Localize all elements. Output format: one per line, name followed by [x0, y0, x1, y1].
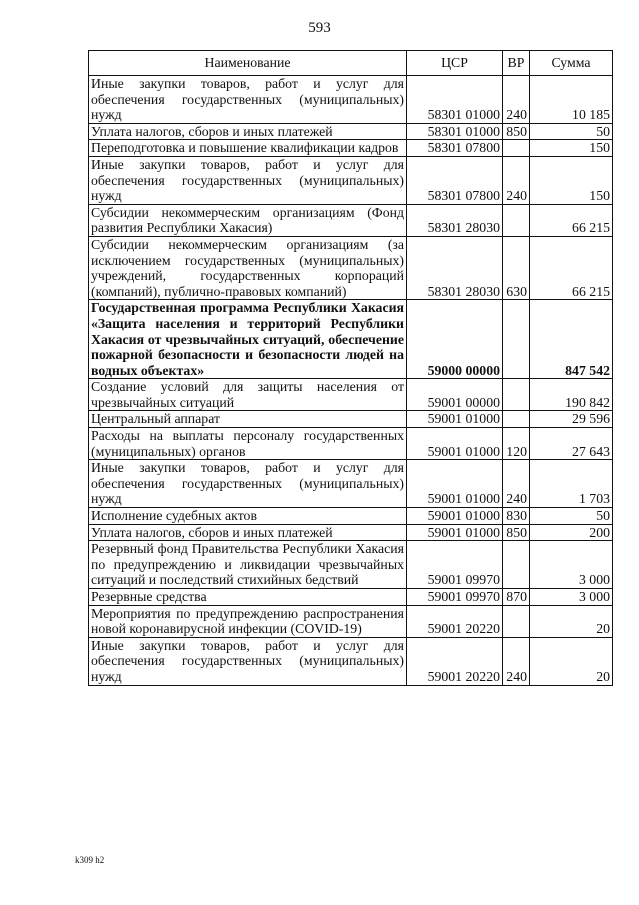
row-code: 59001 01000	[407, 508, 503, 525]
row-vr	[503, 140, 530, 157]
row-code: 59001 01000	[407, 460, 503, 508]
row-name: Иные закупки товаров, работ и услуг для обеспечения государственных (муниципальных) нужд	[89, 76, 407, 124]
table-row	[89, 140, 613, 157]
row-code: 58301 28030	[407, 204, 503, 236]
row-sum: 50	[530, 123, 613, 140]
row-sum: 20	[530, 605, 613, 637]
table-row	[89, 508, 613, 525]
row-name: Создание условий для защиты населения от чрезвычайных ситуаций	[89, 379, 407, 411]
row-vr	[503, 204, 530, 236]
row-sum: 66 215	[530, 204, 613, 236]
table-row	[89, 541, 613, 589]
row-vr	[503, 379, 530, 411]
row-code: 59001 01000	[407, 524, 503, 541]
table-row	[89, 204, 613, 236]
row-vr: 850	[503, 123, 530, 140]
row-sum: 29 596	[530, 411, 613, 428]
row-vr	[503, 300, 530, 379]
header-name: Наименование	[89, 51, 407, 76]
table-row	[89, 123, 613, 140]
table-row	[89, 605, 613, 637]
row-sum: 150	[530, 156, 613, 204]
budget-table	[88, 50, 613, 686]
row-vr: 120	[503, 428, 530, 460]
row-name: Исполнение судебных актов	[89, 508, 407, 525]
row-name: Субсидии некоммерческим организациям (за исключением государственных (муниципальных) учреждений, государственных корпораций (компаний), публично-правовых компаний)	[89, 236, 407, 299]
row-sum: 66 215	[530, 236, 613, 299]
row-vr: 870	[503, 589, 530, 606]
header-vr: ВР	[503, 51, 530, 76]
row-sum: 190 842	[530, 379, 613, 411]
header-code: ЦСР	[407, 51, 503, 76]
row-sum: 50	[530, 508, 613, 525]
row-name: Резервный фонд Правительства Республики Хакасия по предупреждению и ликвидации чрезвычайных ситуаций и последствий стихийных бедствий	[89, 541, 407, 589]
row-vr	[503, 411, 530, 428]
row-sum: 20	[530, 637, 613, 685]
row-code: 59001 01000	[407, 411, 503, 428]
row-name: Резервные средства	[89, 589, 407, 606]
page-number: 593	[308, 20, 331, 36]
row-sum: 27 643	[530, 428, 613, 460]
row-code: 59000 00000	[407, 300, 503, 379]
row-vr: 240	[503, 637, 530, 685]
table-row	[89, 236, 613, 299]
row-name: Субсидии некоммерческим организациям (Фонд развития Республики Хакасия)	[89, 204, 407, 236]
row-name: Переподготовка и повышение квалификации кадров	[89, 140, 407, 157]
table-row	[89, 156, 613, 204]
row-sum: 200	[530, 524, 613, 541]
row-name: Иные закупки товаров, работ и услуг для обеспечения государственных (муниципальных) нужд	[89, 460, 407, 508]
row-vr: 630	[503, 236, 530, 299]
table-row	[89, 379, 613, 411]
row-name: Центральный аппарат	[89, 411, 407, 428]
row-vr: 240	[503, 156, 530, 204]
table-row	[89, 637, 613, 685]
row-vr: 240	[503, 460, 530, 508]
row-sum: 1 703	[530, 460, 613, 508]
row-name: Иные закупки товаров, работ и услуг для обеспечения государственных (муниципальных) нужд	[89, 156, 407, 204]
row-code: 58301 07800	[407, 156, 503, 204]
table-row-program	[89, 300, 613, 379]
row-code: 58301 01000	[407, 76, 503, 124]
table-row	[89, 524, 613, 541]
row-vr	[503, 605, 530, 637]
table-row	[89, 76, 613, 124]
header-sum: Сумма	[530, 51, 613, 76]
table-row	[89, 460, 613, 508]
row-vr: 850	[503, 524, 530, 541]
row-name: Иные закупки товаров, работ и услуг для обеспечения государственных (муниципальных) нужд	[89, 637, 407, 685]
row-sum: 847 542	[530, 300, 613, 379]
footer-code: k309 h2	[75, 855, 105, 865]
row-code: 59001 09970	[407, 589, 503, 606]
row-code: 58301 07800	[407, 140, 503, 157]
table-header-row	[89, 51, 613, 76]
row-name: Государственная программа Республики Хакасия «Защита населения и территорий Республики Хакасия от чрезвычайных ситуаций, обеспечение пожарной безопасности и безопасности людей на водных объектах»	[89, 300, 407, 379]
row-vr: 240	[503, 76, 530, 124]
row-code: 59001 20220	[407, 637, 503, 685]
row-name: Расходы на выплаты персоналу государственных (муниципальных) органов	[89, 428, 407, 460]
table-row	[89, 589, 613, 606]
row-code: 59001 20220	[407, 605, 503, 637]
row-code: 58301 01000	[407, 123, 503, 140]
row-code: 59001 00000	[407, 379, 503, 411]
row-code: 59001 09970	[407, 541, 503, 589]
row-sum: 10 185	[530, 76, 613, 124]
table-row	[89, 411, 613, 428]
row-vr: 830	[503, 508, 530, 525]
row-name: Мероприятия по предупреждению распространения новой коронавирусной инфекции (COVID-19)	[89, 605, 407, 637]
row-sum: 150	[530, 140, 613, 157]
row-vr	[503, 541, 530, 589]
row-name: Уплата налогов, сборов и иных платежей	[89, 524, 407, 541]
table-row	[89, 428, 613, 460]
row-code: 59001 01000	[407, 428, 503, 460]
row-sum: 3 000	[530, 541, 613, 589]
row-code: 58301 28030	[407, 236, 503, 299]
row-sum: 3 000	[530, 589, 613, 606]
row-name: Уплата налогов, сборов и иных платежей	[89, 123, 407, 140]
